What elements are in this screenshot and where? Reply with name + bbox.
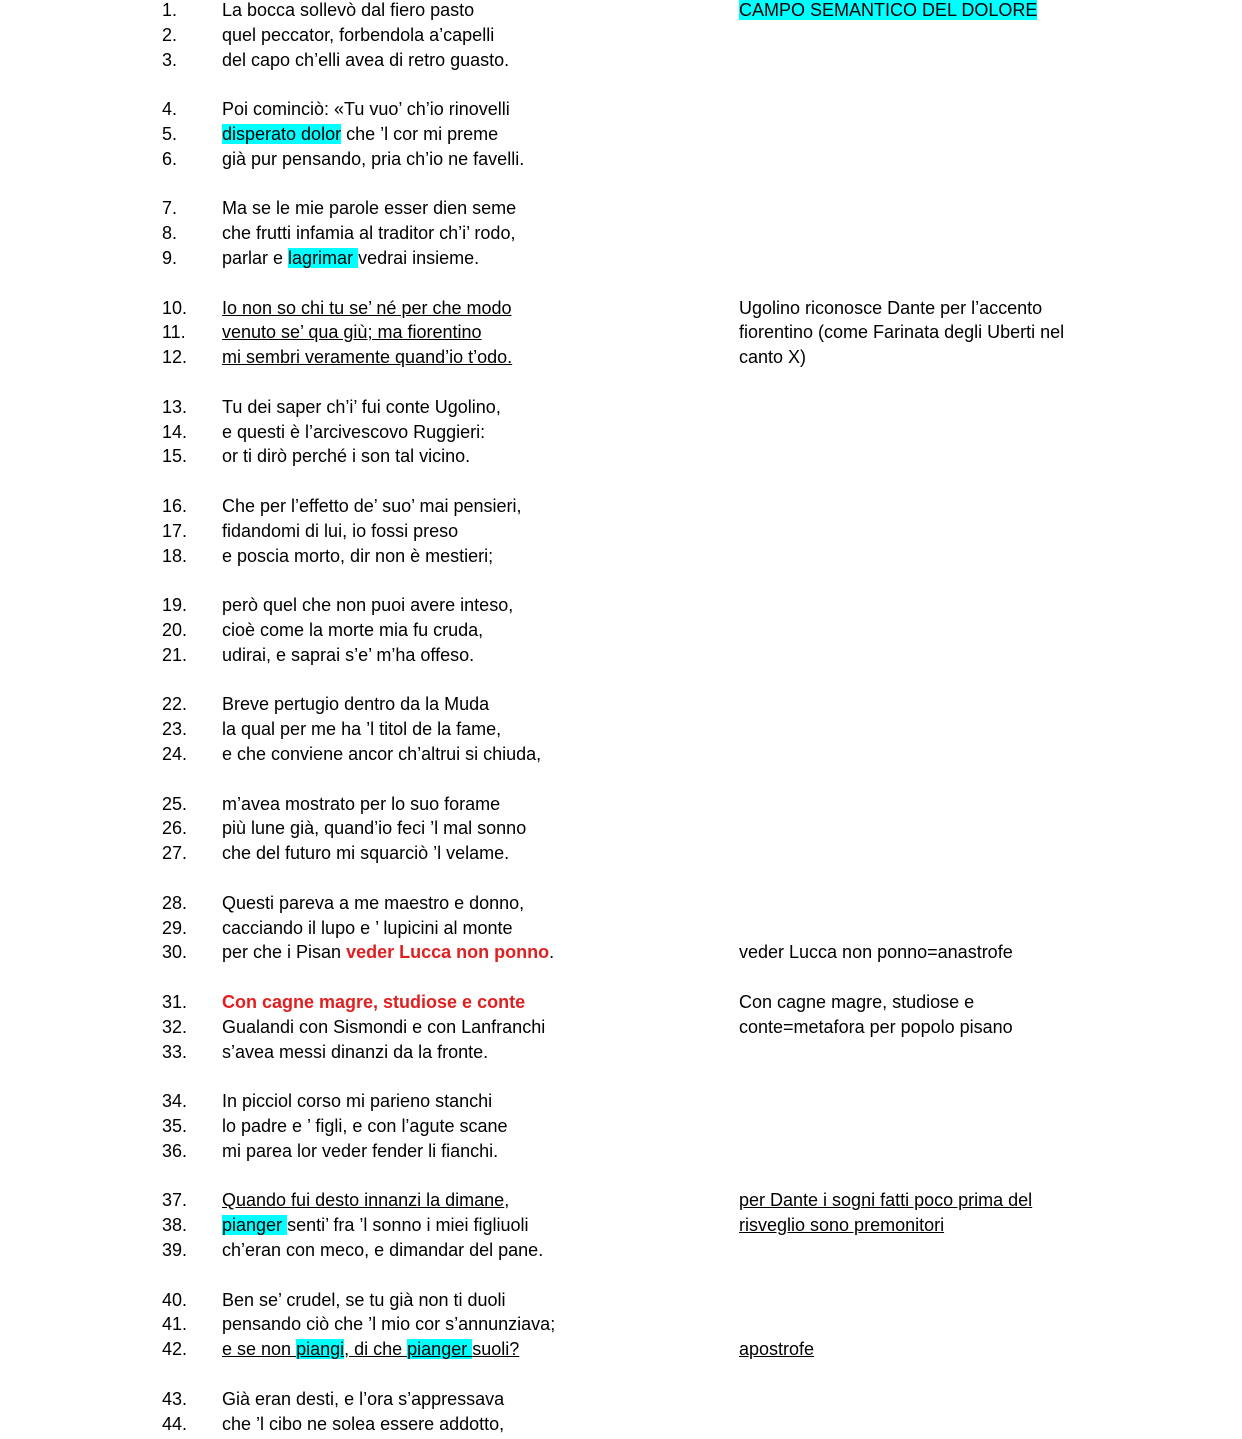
verse-segment: . — [549, 942, 555, 963]
verse-text — [222, 0, 474, 20]
line-number: 42. — [162, 1339, 188, 1360]
margin-note-segment: fiorentino (come Farinata degli Uberti nel — [739, 322, 1065, 343]
verse-line — [0, 496, 1242, 521]
verse-text — [222, 1414, 504, 1434]
verse-segment: , di che — [344, 1339, 408, 1360]
verse-text — [222, 918, 513, 938]
margin-note — [739, 942, 1013, 962]
verse-line — [0, 446, 1242, 471]
highlighted-word: lagrimar — [288, 248, 359, 268]
verse-text — [222, 1141, 498, 1161]
line-number: 15. — [162, 446, 188, 467]
verse-line — [0, 422, 1242, 447]
verse-segment: vedrai insieme. — [358, 248, 480, 268]
verse-segment: quel peccator, forbendola a’capelli — [222, 24, 495, 45]
line-number: 32. — [162, 1016, 188, 1037]
verse-line — [0, 645, 1242, 670]
verse-text — [222, 992, 525, 1012]
verse-text — [222, 645, 474, 665]
verse-segment: e poscia morto, dir non è mestieri; — [222, 545, 494, 566]
line-number: 35. — [162, 1116, 188, 1136]
line-number: 41. — [162, 1314, 188, 1335]
verse-segment: cacciando il lupo e ’ lupicini al monte — [222, 917, 513, 938]
verse-text — [222, 149, 524, 169]
verse-text — [222, 843, 509, 863]
margin-note-segment: canto X) — [739, 347, 807, 368]
verse-line — [0, 694, 1242, 719]
figure-of-speech-text: Con cagne magre, studiose e conte — [222, 992, 526, 1012]
line-number: 20. — [162, 620, 188, 640]
verse-segment: più lune già, quand’io feci ’l mal sonno — [222, 818, 527, 839]
verse-segment: e se non — [222, 1339, 297, 1360]
verse-line — [0, 843, 1242, 868]
line-number: 12. — [162, 347, 188, 368]
verse-segment: , — [504, 1190, 510, 1211]
verse-segment: Ben se’ crudel, se tu già non ti duoli — [222, 1289, 506, 1310]
line-number: 33. — [162, 1041, 188, 1062]
verse-segment: però quel che non puoi avere inteso, — [222, 595, 514, 616]
line-number: 21. — [162, 644, 188, 665]
margin-note — [739, 0, 1037, 20]
verse-segment: In picciol corso mi parieno stanchi — [222, 1091, 493, 1112]
verse-line — [0, 992, 1242, 1017]
line-number: 43. — [162, 1388, 188, 1409]
verse-segment: mi sembri veramente quand’io t’odo. — [222, 347, 513, 368]
verse-segment: La bocca sollevò dal fiero pasto — [222, 0, 475, 20]
verse-line — [0, 1141, 1242, 1166]
verse-text — [222, 1240, 543, 1260]
verse-text — [222, 446, 470, 466]
verse-text — [222, 1290, 506, 1310]
verse-line — [0, 1290, 1242, 1315]
line-number: 5. — [162, 124, 178, 144]
verse-line — [0, 918, 1242, 943]
verse-text — [222, 719, 501, 739]
verse-line — [0, 818, 1242, 843]
verse-line — [0, 1091, 1242, 1116]
line-number: 7. — [162, 198, 178, 219]
verse-segment: ch’eran con meco, e dimandar del pane. — [222, 1240, 544, 1260]
verse-segment: Ma se le mie parole esser dien seme — [222, 198, 517, 219]
verse-text — [222, 1017, 545, 1037]
verse-text — [222, 99, 510, 119]
margin-note — [739, 1190, 1032, 1210]
verse-text — [222, 1190, 509, 1210]
verse-line — [0, 719, 1242, 744]
verse-segment: Io non so chi tu se’ né per che modo — [222, 297, 512, 318]
verse-segment: Poi cominciò: «Tu vuo’ ch’io rinovelli — [222, 99, 510, 120]
verse-line — [0, 322, 1242, 347]
verse-text — [222, 694, 489, 714]
verse-line — [0, 248, 1242, 273]
verse-line — [0, 1339, 1242, 1364]
verse-line — [0, 223, 1242, 248]
line-number: 6. — [162, 148, 178, 169]
verse-line — [0, 546, 1242, 571]
verse-segment: parlar e — [222, 248, 289, 268]
verse-text — [222, 1215, 529, 1235]
verse-segment: udirai, e saprai s’e’ m’ha offeso. — [222, 644, 475, 665]
margin-note-segment: risveglio sono premonitori — [739, 1215, 945, 1236]
line-number: 9. — [162, 248, 178, 268]
verse-segment: Questi pareva a me maestro e donno, — [222, 892, 525, 913]
line-number: 36. — [162, 1140, 188, 1161]
line-number: 28. — [162, 892, 188, 913]
line-number: 25. — [162, 793, 188, 814]
verse-line — [0, 25, 1242, 50]
margin-note-segment: apostrofe — [739, 1339, 815, 1360]
verse-segment: la qual per me ha ’l titol de la fame, — [222, 719, 502, 740]
verse-line — [0, 397, 1242, 422]
verse-text — [222, 521, 458, 541]
line-number: 16. — [162, 496, 188, 516]
verse-text — [222, 818, 526, 838]
verse-line — [0, 1215, 1242, 1240]
verse-line — [0, 620, 1242, 645]
verse-segment: fidandomi di lui, io fossi preso — [222, 520, 459, 541]
verse-line — [0, 893, 1242, 918]
line-number: 23. — [162, 719, 188, 740]
line-number: 17. — [162, 520, 188, 541]
verse-segment: per che i Pisan — [222, 942, 347, 963]
verse-text — [222, 50, 509, 70]
verse-text — [222, 124, 498, 144]
verse-line — [0, 149, 1242, 174]
verse-segment: e questi è l’arcivescovo Ruggieri: — [222, 421, 486, 442]
line-number: 1. — [162, 0, 178, 20]
line-number: 8. — [162, 223, 178, 244]
verse-text — [222, 744, 541, 764]
verse-text — [222, 1314, 555, 1334]
margin-note — [739, 347, 806, 367]
line-number: 13. — [162, 396, 188, 417]
line-number: 19. — [162, 595, 188, 616]
margin-note-segment: Ugolino riconosce Dante per l’accento — [739, 297, 1043, 318]
verse-line — [0, 1389, 1242, 1414]
margin-note-segment: conte=metafora per popolo pisano — [739, 1016, 1013, 1037]
line-number: 4. — [162, 99, 178, 120]
margin-note — [739, 992, 974, 1012]
verse-text — [222, 1116, 508, 1136]
highlighted-word: disperato dolor — [222, 124, 342, 144]
line-number: 38. — [162, 1215, 188, 1236]
verse-text — [222, 893, 524, 913]
verse-segment: Breve pertugio dentro da la Muda — [222, 694, 490, 715]
line-number: 22. — [162, 694, 188, 715]
verse-line — [0, 1116, 1242, 1141]
verse-text — [222, 546, 493, 566]
verse-text — [222, 248, 479, 268]
verse-segment: Già eran desti, e l’ora s’appressava — [222, 1388, 505, 1409]
verse-segment: lo padre e ’ figli, e con l’agute scane — [222, 1116, 508, 1136]
verse-segment: cioè come la morte mia fu cruda, — [222, 620, 484, 640]
verse-line — [0, 521, 1242, 546]
verse-segment: or ti dirò perché i son tal vicino. — [222, 446, 471, 467]
verse-line — [0, 298, 1242, 323]
verse-segment: m’avea mostrato per lo suo forame — [222, 793, 501, 814]
verse-segment: s’avea messi dinanzi da la fronte. — [222, 1041, 489, 1062]
verse-segment: del capo ch’elli avea di retro guasto. — [222, 49, 510, 70]
margin-note-segment: Con cagne magre, studiose e — [739, 992, 975, 1012]
figure-of-speech-text: veder Lucca non ponno — [346, 942, 550, 963]
verse-text — [222, 322, 482, 342]
margin-note-segment: veder Lucca non ponno=anastrofe — [739, 942, 1013, 963]
verse-text — [222, 1042, 488, 1062]
line-number: 29. — [162, 917, 188, 938]
line-number: 39. — [162, 1240, 188, 1260]
verse-segment: suoli? — [472, 1339, 520, 1360]
margin-note-segment: CAMPO SEMANTICO DEL DOLORE — [739, 0, 1038, 20]
verse-segment: già pur pensando, pria ch’io ne favelli. — [222, 148, 525, 169]
line-number: 24. — [162, 744, 188, 764]
line-number: 34. — [162, 1091, 188, 1112]
verse-segment: che frutti infamia al traditor ch’i’ rodo, — [222, 223, 516, 244]
line-number: 2. — [162, 24, 178, 45]
verse-line — [0, 99, 1242, 124]
verse-segment: che ’l cor mi preme — [341, 124, 499, 144]
line-number: 3. — [162, 49, 178, 70]
verse-line — [0, 0, 1242, 25]
verse-line — [0, 1314, 1242, 1339]
highlighted-word: pianger — [407, 1339, 473, 1360]
verse-text — [222, 595, 513, 615]
verse-text — [222, 1339, 519, 1359]
verse-text — [222, 198, 516, 218]
verse-line — [0, 942, 1242, 967]
verse-segment: pensando ciò che ’l mio cor s’annunziava; — [222, 1314, 556, 1335]
verse-line — [0, 198, 1242, 223]
verse-line — [0, 744, 1242, 769]
line-number: 37. — [162, 1190, 188, 1211]
verse-line — [0, 124, 1242, 149]
verse-text — [222, 397, 501, 417]
highlighted-word: piangi — [296, 1339, 345, 1360]
line-number: 10. — [162, 297, 188, 318]
verse-line — [0, 1190, 1242, 1215]
verse-segment: Tu dei saper ch’i’ fui conte Ugolino, — [222, 396, 501, 417]
line-number: 40. — [162, 1289, 188, 1310]
verse-segment: Gualandi con Sismondi e con Lanfranchi — [222, 1016, 546, 1037]
verse-line — [0, 1240, 1242, 1265]
verse-text — [222, 942, 554, 962]
margin-note — [739, 298, 1042, 318]
verse-line — [0, 1042, 1242, 1067]
line-number: 11. — [162, 322, 186, 343]
line-number: 44. — [162, 1413, 188, 1434]
verse-segment: venuto se’ qua giù; ma fiorentino — [222, 322, 482, 343]
verse-line — [0, 1017, 1242, 1042]
verse-line — [0, 595, 1242, 620]
line-number: 31. — [162, 992, 188, 1012]
margin-note — [739, 1017, 1013, 1037]
verse-text — [222, 223, 515, 243]
verse-text — [222, 347, 512, 367]
margin-note — [739, 1339, 814, 1359]
margin-note — [739, 322, 1064, 342]
verse-segment: Quando fui desto innanzi la dimane — [222, 1190, 505, 1211]
verse-text — [222, 1091, 492, 1111]
verse-text — [222, 794, 500, 814]
verse-segment: che del futuro mi squarciò ’l velame. — [222, 843, 510, 864]
margin-note — [739, 1215, 944, 1235]
line-number: 14. — [162, 421, 188, 442]
verse-text — [222, 422, 485, 442]
verse-text — [222, 620, 483, 640]
verse-text — [222, 1389, 504, 1409]
verse-text — [222, 298, 512, 318]
line-number: 18. — [162, 545, 188, 566]
verse-text — [222, 25, 494, 45]
verse-segment: e che conviene ancor ch’altrui si chiuda, — [222, 744, 542, 764]
verse-text — [222, 496, 522, 516]
verse-segment: Che per l’effetto de’ suo’ mai pensieri, — [222, 496, 522, 516]
line-number: 30. — [162, 942, 188, 963]
verse-segment: mi parea lor veder fender li fianchi. — [222, 1140, 499, 1161]
line-number: 27. — [162, 843, 188, 864]
verse-segment: senti’ fra ’l sonno i miei figliuoli — [287, 1215, 529, 1236]
line-number: 26. — [162, 818, 188, 839]
highlighted-word: pianger — [222, 1215, 288, 1236]
verse-line — [0, 50, 1242, 75]
verse-line — [0, 794, 1242, 819]
verse-line — [0, 347, 1242, 372]
verse-segment: che ’l cibo ne solea essere addotto, — [222, 1413, 505, 1434]
margin-note-segment: per Dante i sogni fatti poco prima del — [739, 1190, 1033, 1211]
